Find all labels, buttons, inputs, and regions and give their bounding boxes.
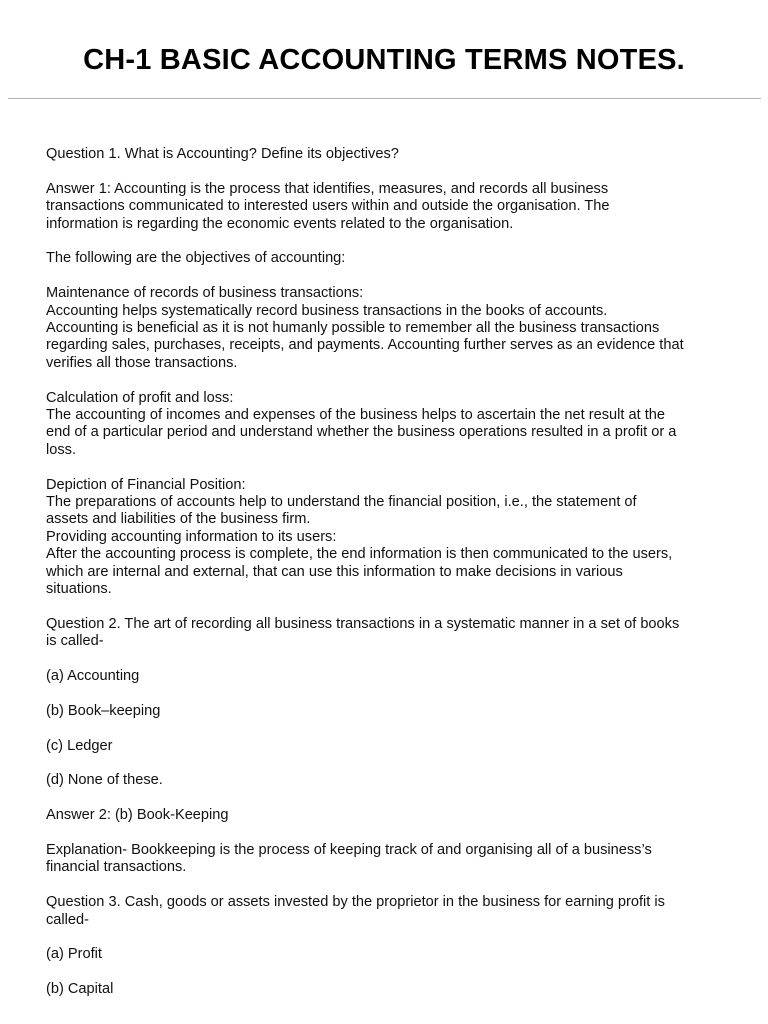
text-line: is called-	[46, 633, 104, 650]
text-line: Question 1. What is Accounting? Define its objectives?	[46, 146, 399, 162]
text-line: situations.	[46, 581, 112, 598]
text-line: (b) Book–keeping	[46, 702, 161, 719]
text-line: information is regarding the economic events related to the organisation.	[46, 215, 514, 232]
text-line: loss.	[46, 441, 77, 458]
paragraph	[46, 894, 726, 929]
text-line: Maintenance of records of business transactions:	[46, 285, 364, 302]
text-line: called-	[46, 911, 89, 928]
text-line: end of a particular period and understand whether the business operations resulted in a profit or a	[46, 424, 677, 441]
text-line: (a) Accounting	[46, 668, 140, 685]
paragraph	[46, 616, 726, 651]
text-line: Providing accounting information to its users:	[46, 528, 337, 545]
text-line: Accounting is beneficial as it is not humanly possible to remember all the business transactions	[46, 320, 660, 337]
paragraph	[46, 390, 726, 460]
paragraph	[46, 250, 726, 267]
paragraph	[46, 146, 726, 163]
paragraph	[46, 703, 726, 720]
title-divider	[8, 98, 761, 99]
paragraph	[46, 946, 726, 963]
document-title: CH-1 BASIC ACCOUNTING TERMS NOTES.	[83, 44, 685, 76]
paragraph	[46, 477, 726, 599]
text-line: After the accounting process is complete, the end information is then communicated to the users,	[46, 546, 673, 563]
text-line: (c) Ledger	[46, 737, 113, 754]
text-line: Answer 2: (b) Book-Keeping	[46, 807, 229, 824]
text-line: The accounting of incomes and expenses of the business helps to ascertain the net result at the	[46, 407, 665, 424]
text-line: Depiction of Financial Position:	[46, 476, 246, 493]
text-line: assets and liabilities of the business firm.	[46, 511, 311, 528]
text-line: (b) Capital	[46, 981, 114, 998]
text-line: financial transactions.	[46, 859, 187, 876]
paragraph	[46, 842, 726, 877]
text-line: transactions communicated to interested users within and outside the organisation. The	[46, 198, 610, 215]
text-line: The preparations of accounts help to understand the financial position, i.e., the statement of	[46, 494, 637, 511]
paragraph	[46, 981, 726, 998]
document-body	[46, 146, 726, 1016]
paragraph	[46, 807, 726, 824]
paragraph	[46, 285, 726, 372]
text-line: Calculation of profit and loss:	[46, 389, 234, 406]
text-line: which are internal and external, that can use this information to make decisions in various	[46, 563, 623, 580]
text-line: regarding sales, purchases, receipts, and payments. Accounting further serves as an evidence that	[46, 337, 684, 354]
text-line: (a) Profit	[46, 946, 102, 963]
paragraph	[46, 181, 726, 233]
paragraph	[46, 772, 726, 789]
text-line: Question 2. The art of recording all business transactions in a systematic manner in a set of books	[46, 615, 680, 632]
text-line: The following are the objectives of accounting:	[46, 250, 346, 267]
text-line: Accounting helps systematically record business transactions in the books of accounts.	[46, 302, 608, 319]
text-line: Question 3. Cash, goods or assets invested by the proprietor in the business for earning profit is	[46, 894, 665, 911]
paragraph	[46, 668, 726, 685]
text-line: (d) None of these.	[46, 772, 163, 789]
text-line: Explanation- Bookkeeping is the process of keeping track of and organising all of a business’s	[46, 842, 652, 859]
text-line: verifies all those transactions.	[46, 354, 238, 371]
paragraph	[46, 738, 726, 755]
text-line: Answer 1: Accounting is the process that identifies, measures, and records all business	[46, 180, 609, 197]
